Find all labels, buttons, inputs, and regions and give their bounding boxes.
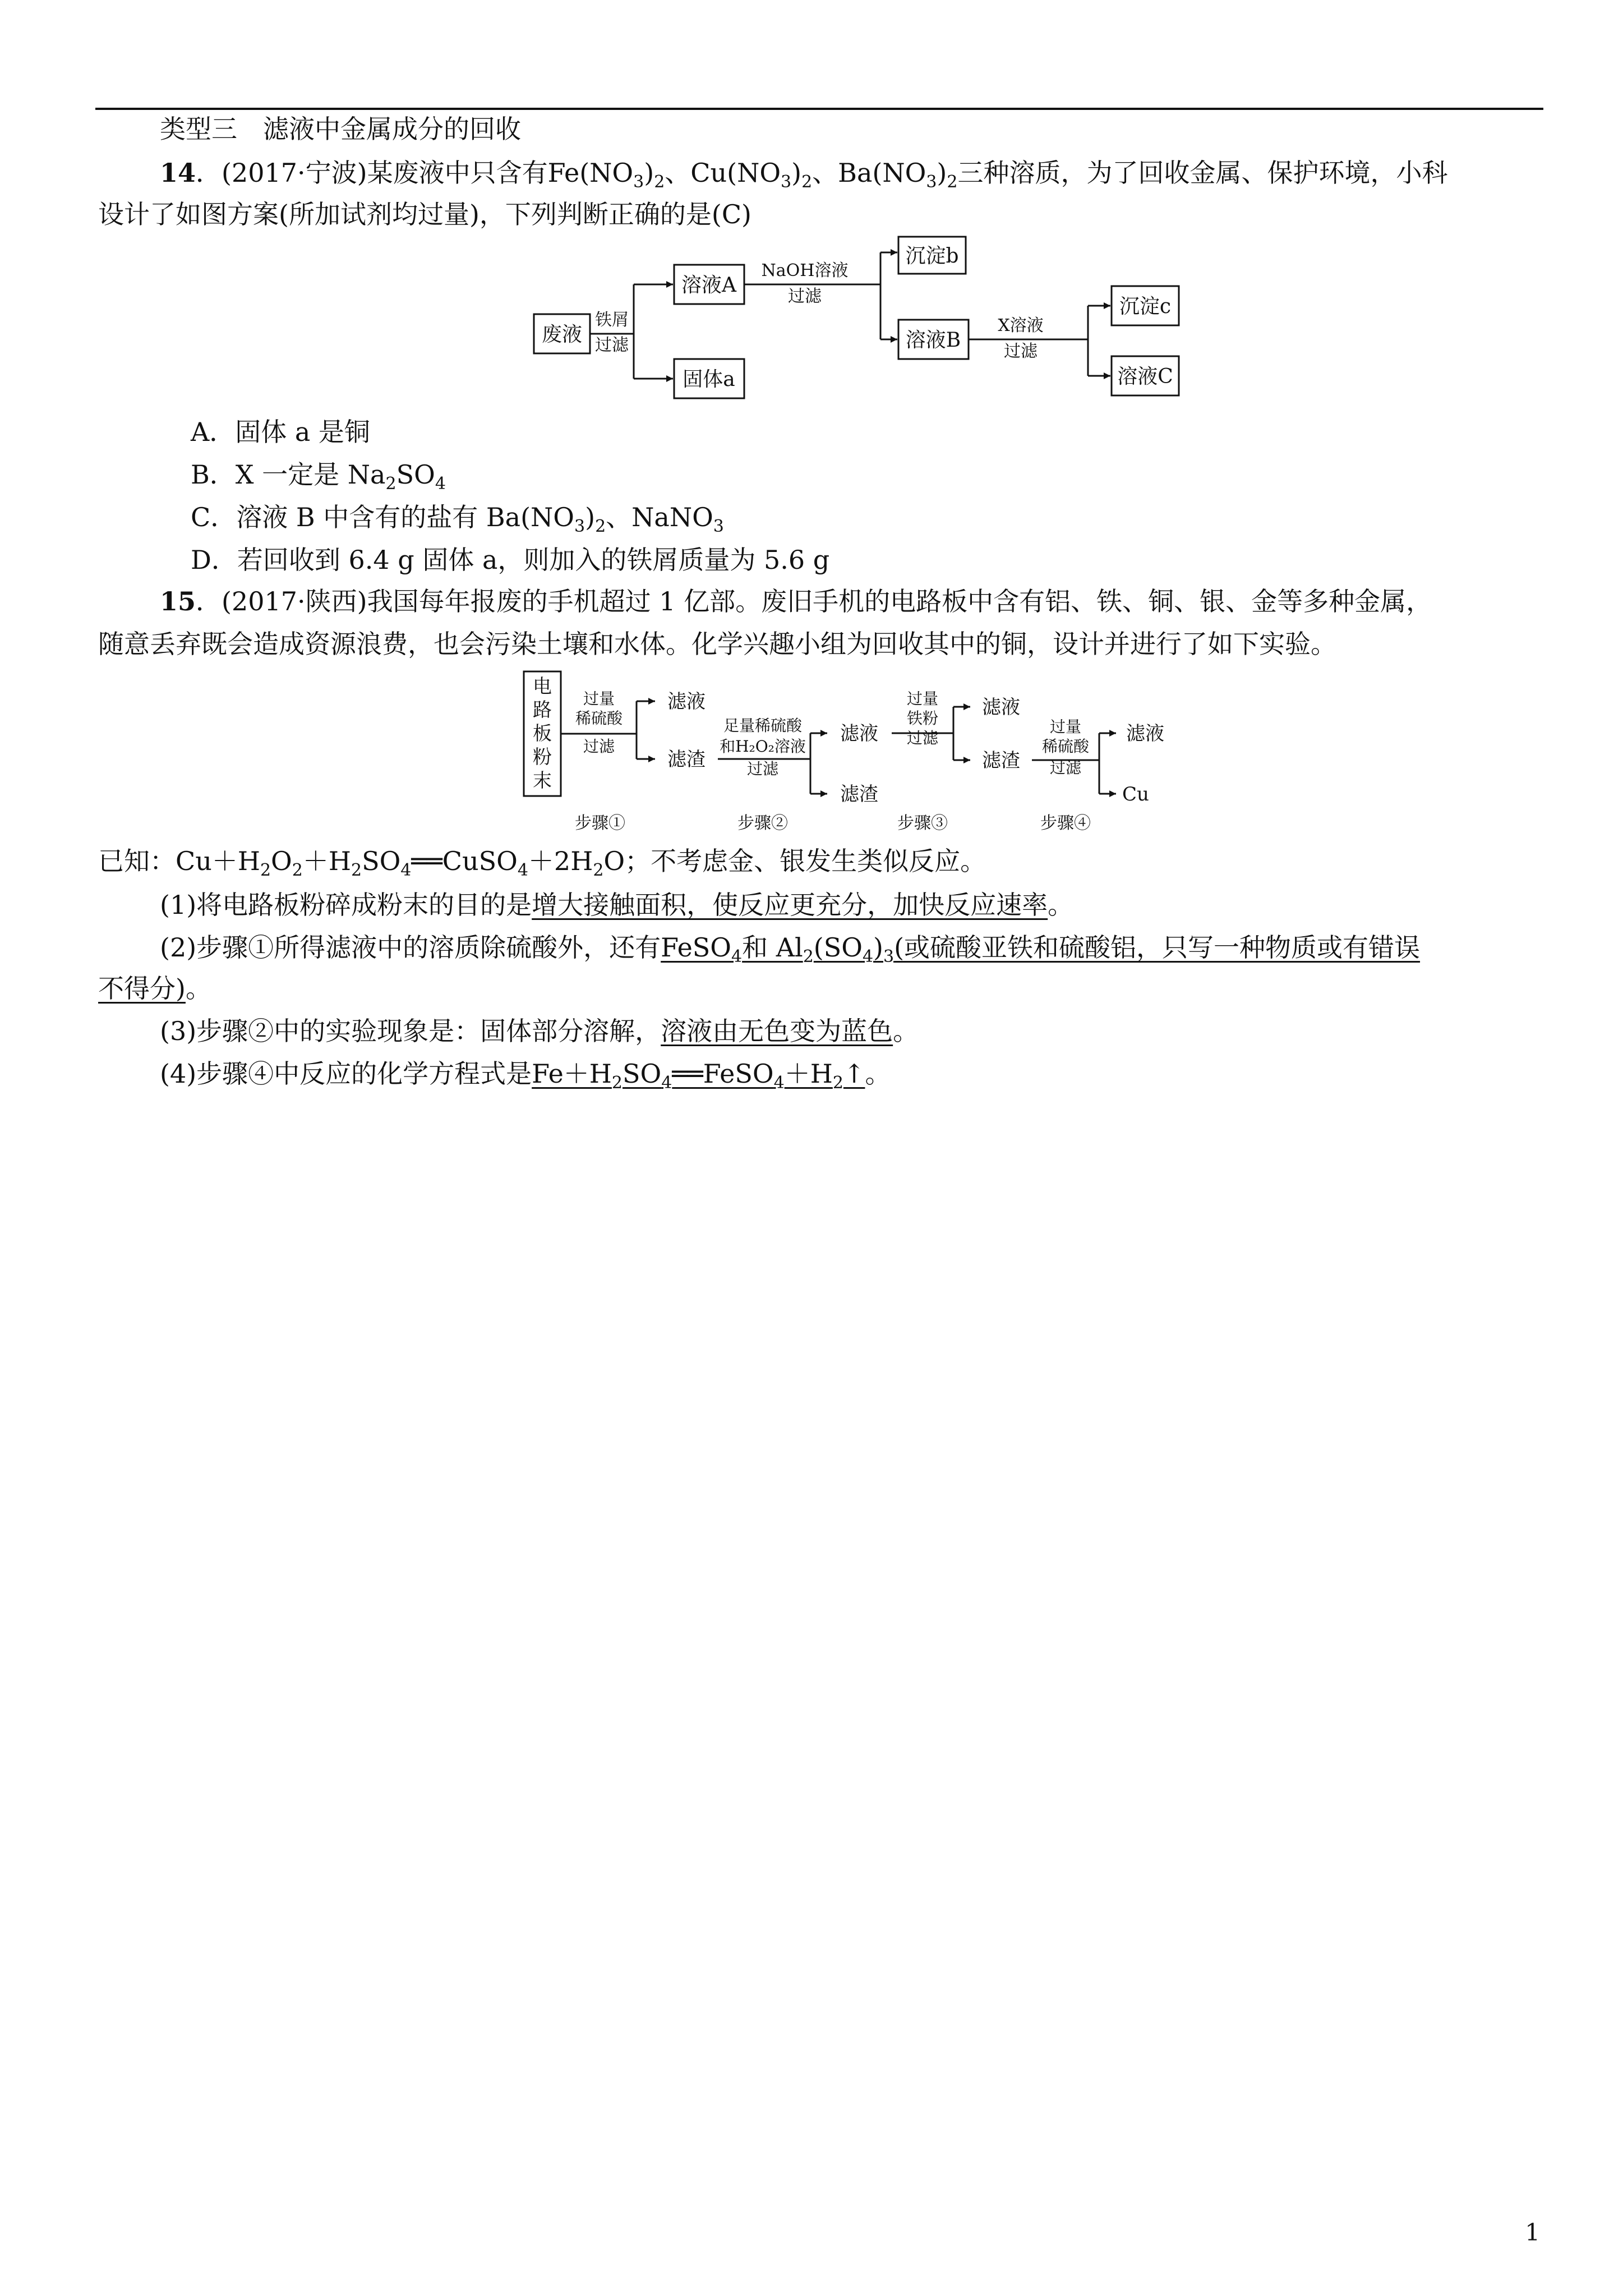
flow2-step1-reagent-1: 过量 [583,689,615,708]
q15-answer-4: $Fe+H_2SO_4══FeSO_4+H_2↑$ [532,1059,865,1093]
flow-iron-label: 铁屑 [595,310,629,330]
q15-part-2-line2: 不得分)。 [98,973,211,1004]
q15-answer-3: 溶液由无色变为蓝色 [661,1016,893,1046]
flow2-filtrate-1: 滤液 [667,691,706,713]
flow2-step1-filter: 过滤 [583,737,615,756]
flow2-step4-filter: 过滤 [1049,758,1082,777]
section-title: 类型三 滤液中金属成分的回收 [160,114,521,144]
flow2-residue-3: 滤渣 [982,749,1020,772]
flow2-start-char-3: 板 [533,723,552,745]
flow-solution-a: 溶液A [681,274,736,297]
flow2-step2-filter: 过滤 [746,760,779,778]
flow2-step4-reagent-2: 稀硫酸 [1041,737,1090,756]
flow-filter-label-3: 过滤 [1004,342,1038,361]
header-rule [95,108,1543,110]
q14-flowchart [527,236,1173,406]
q15-stem-line1: 15．(2017·陕西)我国每年报废的手机超过 1 亿部。废旧手机的电路板中含有铝、铁、铜、银、金等多种金属， [160,586,1432,616]
q15-part-2-line1: (2)步骤①所得滤液中的溶质除硫酸外，还有FeSO$_4$和 $Al_2(SO_4)_3$(或硫酸亚铁和硫酸铝，只写一种物质或有错误 [160,932,1421,967]
q15-known-equation: 已知：$Cu+H_2O_2+H_2SO_4══CuSO_4+2H_2O$；不考虑金、银发生类似反应。 [98,846,986,880]
flow-waste: 废液 [541,323,583,346]
flow2-step3-reagent-2: 铁粉 [906,709,939,728]
flow2-step4-label: 步骤④ [1040,813,1091,833]
flow2-filtrate-4: 滤液 [1126,723,1164,745]
flow-solution-c: 溶液C [1117,365,1173,388]
flow2-start-char-2: 路 [533,699,552,721]
q15-flowchart [522,670,1178,841]
q15-part-3: (3)步骤②中的实验现象是：固体部分溶解，溶液由无色变为蓝色。 [160,1016,919,1046]
flow-precipitate-c: 沉淀c [1119,295,1172,318]
q14-option-d: D．若回收到 6.4 g 固体 a，则加入的铁屑质量为 5.6 g [191,545,830,575]
q14-stem-line1: 14．(2017·宁波)某废液中只含有$Fe(NO_3)_2$、$Cu(NO_3)_2$、$Ba(NO_3)_2$三种溶质，为了回收金属、保护环境，小科 [160,158,1448,192]
flow2-residue-2: 滤渣 [840,783,878,806]
flow-filter-label-2: 过滤 [788,287,822,306]
q15-stem-line2: 随意丢弃既会造成资源浪费，也会污染土壤和水体。化学兴趣小组为回收其中的铜，设计并进行了如下实验。 [98,629,1336,659]
flow2-step3-filter: 过滤 [906,729,939,747]
page-number: 1 [1525,2219,1540,2246]
flow-solution-b: 溶液B [905,329,961,352]
flow2-step3-label: 步骤③ [897,813,948,833]
q14-number: 14 [160,158,196,188]
flow2-step2-reagent-1: 足量稀硫酸 [723,716,803,735]
flow2-cu: Cu [1122,783,1149,806]
flow2-step4-reagent-1: 过量 [1049,717,1082,736]
q14-option-c: C．溶液 B 中含有的盐有 $Ba(NO_3)_2$、NaNO$_3$ [191,502,724,536]
flow2-filtrate-3: 滤液 [982,696,1020,719]
q15-part-1: (1)将电路板粉碎成粉末的目的是增大接触面积，使反应更充分，加快反应速率。 [160,890,1074,920]
q15-answer-2: FeSO$_4$和 $Al_2(SO_4)_3$(或硫酸亚铁和硫酸铝，只写一种物质或有错误 [661,932,1421,967]
flow-precipitate-b: 沉淀b [905,245,959,268]
flow-filter-label-1: 过滤 [595,335,629,355]
flow-solid-a: 固体a [683,368,735,391]
flow2-filtrate-2: 滤液 [840,723,878,745]
q15-part-4: (4)步骤④中反应的化学方程式是$Fe+H_2SO_4══FeSO_4+H_2↑$。 [160,1059,891,1093]
flow2-residue-1: 滤渣 [667,748,706,771]
q15-number: 15 [160,586,196,616]
flow2-step1-reagent-2: 稀硫酸 [575,709,623,728]
flow-naoh-label: NaOH溶液 [761,261,849,280]
flow2-start-char-5: 末 [533,770,552,792]
flow-x-label: X溶液 [998,316,1044,335]
q14-option-b: B．X 一定是 $Na_2SO_4$ [191,459,446,494]
flow2-start-char-4: 粉 [533,746,552,769]
flow2-start-char-1: 电 [533,675,552,698]
q15-answer-2-cont: 不得分) [98,973,186,1004]
q15-answer-1: 增大接触面积，使反应更充分，加快反应速率 [532,890,1048,920]
flow2-step3-reagent-1: 过量 [906,689,939,708]
q14-stem-line2: 设计了如图方案(所加试剂均过量)，下列判断正确的是(C) [98,199,751,229]
flow2-step1-label: 步骤① [575,813,625,833]
flow2-step2-reagent-2: 和H₂O₂溶液 [720,737,806,756]
flow2-step2-label: 步骤② [737,813,788,833]
q14-option-a: A．固体 a 是铜 [191,417,370,447]
